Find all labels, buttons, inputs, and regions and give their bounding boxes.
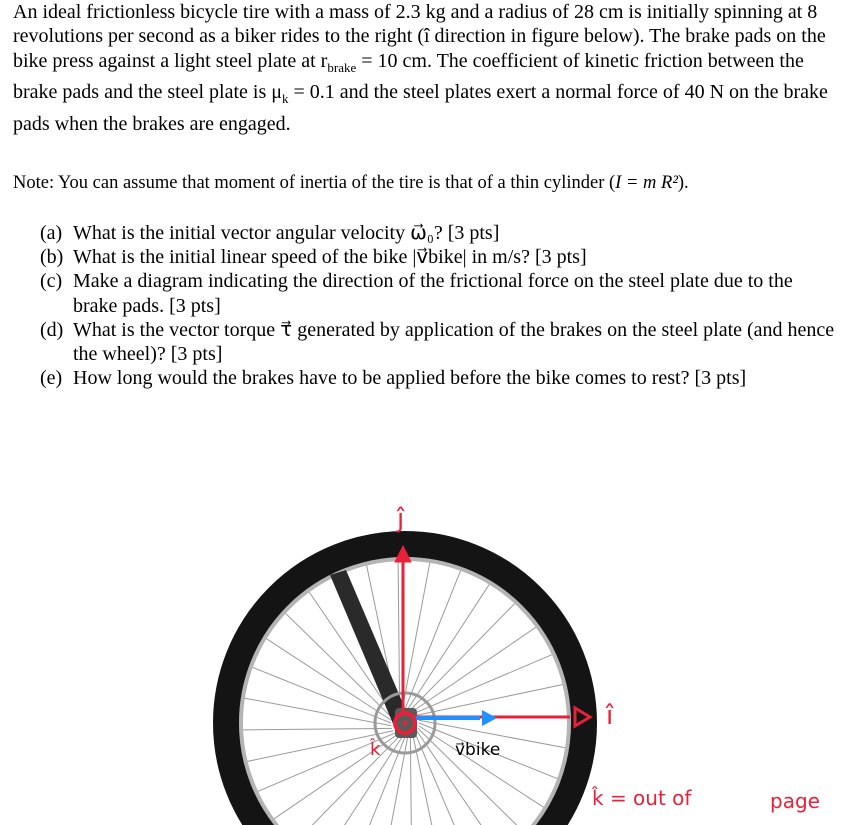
spoke (402, 563, 430, 709)
part-c-text: Make a diagram indicating the direction of the frictional force on the steel plate due to the brake pads. [3 pts] (73, 270, 793, 317)
spoke (410, 736, 412, 825)
part-b-label: (b) (40, 246, 64, 269)
mu-k-subscript: k (281, 91, 289, 107)
part-d-label: (d) (40, 318, 64, 341)
page-word: page (770, 789, 820, 813)
problem-statement (13, 0, 853, 136)
spoke (398, 561, 400, 710)
k-dot (403, 721, 408, 726)
part-e-text: How long would the brakes have to be applied before the bike comes to rest? [3 pts] (73, 367, 747, 390)
note-text: Note: You can assume that moment of inertia of the tire is that of a thin cylinder ( (13, 173, 616, 193)
spoke (245, 698, 391, 726)
k-hat-label: k̂ (370, 739, 381, 760)
i-hat-label: î (606, 701, 614, 731)
spoke (419, 726, 544, 807)
note-formula: I = m R² (615, 173, 678, 193)
velocity-arrowhead (482, 710, 497, 726)
part-b (40, 245, 840, 269)
spoke (408, 585, 489, 710)
part-a-label: (a) (40, 222, 63, 244)
problem-intro: An ideal frictionless bicycle tire with a mass of 2.3 kg and a radius of 28 cm is initially spinning at 8 revolutions per second as a biker rides to the right (î direction in figure below). The brake pads on the bike press against a light steel plate at r (13, 1, 826, 72)
note-close: ). (677, 173, 689, 193)
spoke (405, 571, 461, 709)
spoke (243, 728, 392, 730)
problem-mid: = 10 cm. The coefficient of kinetic friction between the brake pads and the steel plate is μ (13, 49, 804, 104)
part-c-label: (c) (40, 270, 63, 293)
part-a-text: What is the initial vector angular velocity ω⃗₀? [3 pts] (73, 222, 500, 244)
part-d-text: What is the vector torque τ⃗ generated by application of the brakes on the steel plate (and hence the wheel)? [3 pts] (73, 318, 835, 366)
part-e (40, 366, 840, 390)
v-bike-label: v⃗bike (455, 740, 501, 760)
part-d (40, 318, 840, 366)
wheel-tire (226, 544, 584, 825)
r-brake-subscript: brake (327, 59, 357, 75)
k-out-of-note: k̂ = out of (592, 786, 692, 810)
part-b-text: What is the initial linear speed of the bike |v⃗bike| in m/s? [3 pts] (73, 246, 587, 269)
part-a (40, 221, 840, 245)
spoke (295, 736, 399, 825)
problem-end: = 0.1 and the steel plates exert a normal force of 40 N on the brake pads when the brakes are engaged. (13, 81, 828, 135)
question-parts (40, 221, 840, 390)
part-c (40, 269, 840, 317)
bicycle-wheel-figure (0, 470, 865, 825)
part-e-label: (e) (40, 367, 63, 390)
spoke (417, 685, 563, 716)
j-hat-label: ĵ (397, 504, 405, 534)
spoke (253, 667, 391, 723)
note (13, 171, 853, 195)
